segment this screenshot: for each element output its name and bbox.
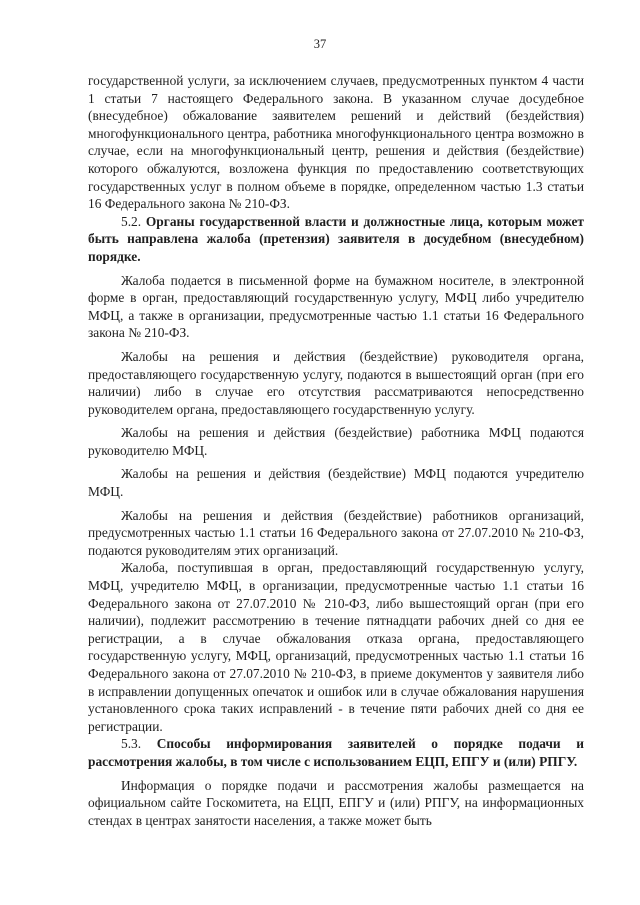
page-number: 37: [313, 37, 327, 51]
paragraph: Жалобы на решения и действия (бездействие) руководителя органа, предоставляющего государственную услугу, подаются в вышестоящий орган (при его наличии) либо в случае его отсутствия рассматриваются непосредственно руководителем органа, предоставляющего государственную услугу.: [88, 348, 584, 417]
paragraph: Жалоба, поступившая в орган, предоставляющий государственную услугу, МФЦ, учредителю МФЦ, в организации, предусмотренные частью 1.1 статьи 16 Федерального закона от 27.07.2010 № 210-ФЗ, либо вышестоящий орган (при его наличии), подлежит рассмотрению в течение пятнадцати рабочих дней со дня ее регистрации, а в случае обжалования отказа органа, предоставляющего государственную услугу, МФЦ, организаций, предусмотренных частью 1.1 статьи 16 Федерального закона от 27.07.2010 № 210-ФЗ, в приеме документов у заявителя либо в исправлении допущенных опечаток и ошибок или в случае обжалования нарушения установленного срока таких исправлений - в течение пяти рабочих дней со дня ее регистрации.: [88, 560, 584, 734]
section-heading-text: Способы информирования заявителей о порядке подачи и рассмотрения жалобы, в том числе с использованием ЕЦП, ЕПГУ и (или) РПГУ.: [88, 736, 584, 769]
section-heading-text: Органы государственной власти и должностные лица, которым может быть направлена жалоба (претензия) заявителя в досудебном (внесудебном) порядке.: [88, 213, 584, 264]
document-body: [88, 72, 584, 829]
section-heading-5-3: [88, 735, 584, 770]
paragraph: Жалобы на решения и действия (бездействие) работника МФЦ подаются руководителю МФЦ.: [88, 425, 584, 458]
paragraph: Жалобы на решения и действия (бездействие) МФЦ подаются учредителю МФЦ.: [88, 466, 584, 500]
paragraph: Жалобы на решения и действия (бездействие) работников организаций, предусмотренных частью 1.1 статьи 16 Федерального закона от 27.07.2010 № 210-ФЗ, подаются руководителям этих организаций.: [88, 507, 584, 558]
paragraph-continuation: государственной услуги, за исключением случаев, предусмотренных пунктом 4 части 1 статьи 7 настоящего Федерального закона. В указанном случае досудебное (внесудебное) обжалование заявителем решений и действий (бездействия) многофункционального центра, работника многофункционального центра возможно в случае, если на многофункциональный центр, решения и действия (бездействие) которого обжалуются, возложена функция по предоставлению соответствующих государственных услуг в полном объеме в порядке, определенном частью 1.3 статьи 16 Федерального закона № 210-ФЗ.: [88, 73, 584, 212]
section-number: 5.2.: [121, 213, 142, 229]
paragraph: Информация о порядке подачи и рассмотрения жалобы размещается на официальном сайте Госкомитета, на ЕЦП, ЕПГУ и (или) РПГУ, на информационных стендах в центрах занятости населения, а также может быть: [88, 777, 584, 828]
section-heading-5-2: [88, 213, 584, 266]
section-number: 5.3.: [121, 736, 142, 752]
paragraph: Жалоба подается в письменной форме на бумажном носителе, в электронной форме в орган, предоставляющий государственную услугу, МФЦ либо учредителю МФЦ, а также в организации, предусмотренные частью 1.1 статьи 16 Федерального закона № 210-ФЗ.: [88, 272, 584, 341]
